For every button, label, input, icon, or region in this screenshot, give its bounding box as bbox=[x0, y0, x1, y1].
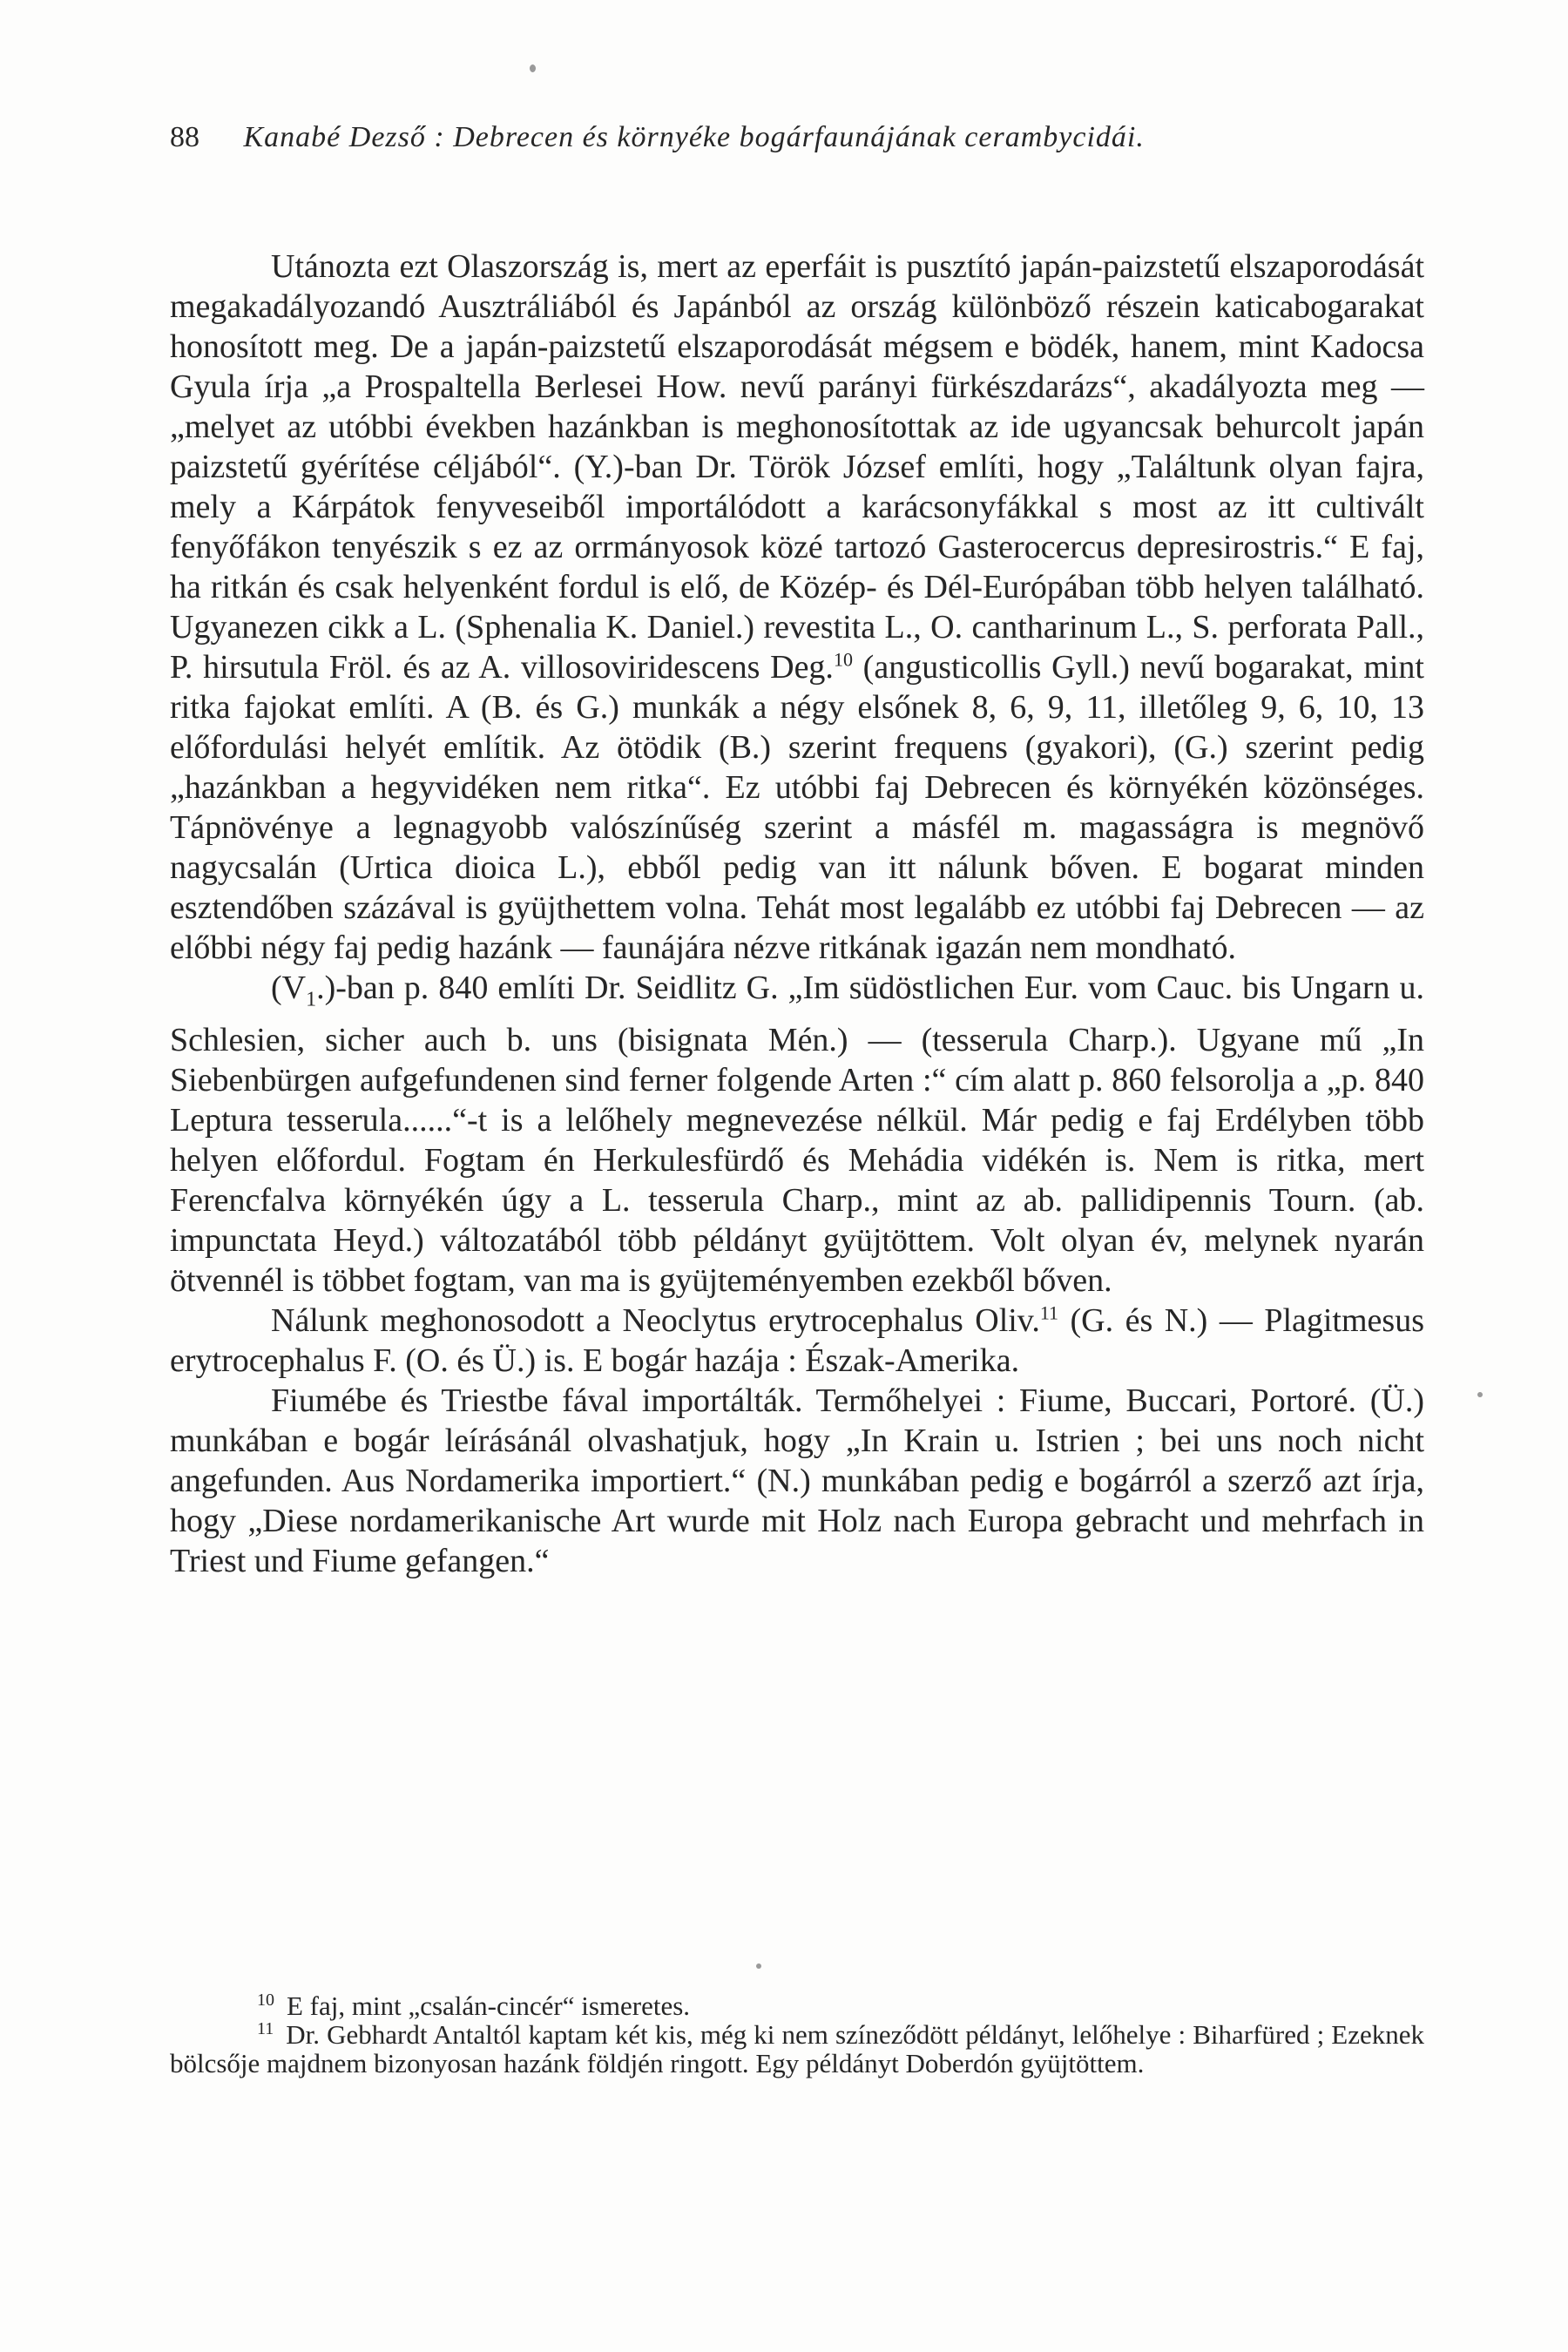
paragraph bbox=[170, 1301, 1424, 1381]
footnote-reference: 10 bbox=[833, 648, 853, 671]
paragraph: Fiumébe és Triestbe fával importálták. Termőhelyei : Fiume, Buccari, Portoré. (Ü.) munkában e bogár leírásánál olvashatjuk, hogy „In Krain u. Istrien ; bei uns noch nicht angefunden. Aus Nordamerika importiert.“ (N.) munkában pedig e bogárról a szerző azt írja, hogy „Diese nordamerikanische Art wurde mit Holz nach Europa gebracht und mehrfach in Triest und Fiume gefangen.“ bbox=[170, 1382, 1424, 1579]
footnote-text: Dr. Gebhardt Antaltól kaptam két kis, még ki nem színeződött példányt, lelőhelye : Biharfüred ; Ezeknek bölcsője majdnem bizonyosan hazánk földjén ringott. Egy példányt Doberdón gyüjtöttem. bbox=[170, 2019, 1424, 2078]
footnotes bbox=[170, 1991, 1424, 2078]
footnote-text: E faj, mint „csalán-cincér“ ismeretes. bbox=[287, 1990, 691, 2021]
footnote bbox=[170, 2020, 1424, 2078]
paragraph-text: Nálunk meghonosodott a Neoclytus erytrocephalus Oliv. bbox=[271, 1301, 1040, 1339]
article-body bbox=[170, 247, 1424, 1581]
page-number: 88 bbox=[170, 121, 199, 153]
paragraph-text: (G. és N.) — Plagitmesus erytrocephalus F. (O. és Ü.) is. E bogár hazája : Észak-Amerika. bbox=[170, 1301, 1424, 1379]
paragraph-text: Utánozta ezt Olaszország is, mert az eperfáit is pusztító japán-paizstetű elszaporodását megakadályozandó Ausztráliából és Japánból az ország különböző részein katicabogarakat honosított meg. De a japán-paizstetű elszaporodását mégsem e bödék, hanem, mint Kadocsa Gyula írja „a Prospaltella Berlesei How. nevű parányi fürkészdarázs“, akadályozta meg — „melyet az utóbbi években hazánkban is meghonosítottak az ide ugyancsak behurcolt japán paizstetű gyérítése céljából“. (Y.)-ban Dr. Török József említi, hogy „Találtunk olyan fajra, mely a Kárpátok fenyveseiből importálódott a karácsonyfákkal s most az itt cultivált fenyőfákon tenyészik s ez az orrmányosok közé tartozó Gasterocercus depresirostris.“ E faj, ha ritkán és csak helyenként fordul is elő, de Közép- és Dél-Európában több helyen található. Ugyanezen cikk a L. (Sphenalia K. Daniel.) revestita L., O. cantharinum L., S. perforata Pall., P. hirsutula Fröl. és az A. villosoviridescens Deg. bbox=[170, 248, 1424, 686]
paragraph bbox=[170, 968, 1424, 1301]
paragraph bbox=[170, 247, 1424, 968]
footnote-reference: 11 bbox=[1039, 1301, 1059, 1323]
print-speck bbox=[530, 64, 536, 72]
footnote-mark: 11 bbox=[257, 2018, 274, 2038]
paragraph-text: (V bbox=[271, 970, 307, 1006]
subscript: 1 bbox=[306, 988, 317, 1011]
footnote bbox=[170, 1991, 1424, 2020]
print-speck bbox=[1477, 1392, 1483, 1397]
paragraph-text: (angusticollis Gyll.) nevű bogarakat, mint ritka fajokat említi. A (B. és G.) munkák a négy elsőnek 8, 6, 9, 11, illetőleg 9, 6, 10, 13 előfordulási helyét említik. Az ötödik (B.) szerint frequens (gyakori), (G.) szerint pedig „hazánkban a hegyvidéken nem ritka“. Ez utóbbi faj Debrecen és környékén közönséges. Tápnövénye a legnagyobb valószínűség szerint a másfél m. magasságra is megnövő nagycsalán (Urtica dioica L.), ebből pedig van itt nálunk bőven. E bogarat minden esztendőben százával is gyüjthettem volna. Tehát most legalább ez utóbbi faj Debrecen — az előbbi négy faj pedig hazánk — faunájára nézve ritkának igazán nem mondható. bbox=[170, 649, 1424, 966]
footnote-mark: 10 bbox=[257, 1990, 274, 2010]
running-header bbox=[170, 120, 1424, 155]
print-speck bbox=[756, 1963, 761, 1969]
running-title: Kanabé Dezső : Debrecen és környéke bogárfaunájának cerambycidái. bbox=[243, 121, 1145, 153]
paragraph-text: .)-ban p. 840 említi Dr. Seidlitz G. „Im südöstlichen Eur. vom Cauc. bis Ungarn u. Schlesien, sicher auch b. uns (bisignata Mén.) — (tesserula Charp.). Ugyane mű „In Siebenbürgen aufgefundenen sind ferner folgende Arten :“ cím alatt p. 860 felsorolja a „p. 840 Leptura tesserula......“-t is a lelőhely megnevezése nélkül. Már pedig e faj Erdélyben több helyen előfordul. Fogtam én Herkulesfürdő és Mehádia vidékén is. Nem is ritka, mert Ferencfalva környékén úgy a L. tesserula Charp., mint az ab. pallidipennis Tourn. (ab. impunctata Heyd.) változatából több példányt gyüjtöttem. Volt olyan év, melynek nyarán ötvennél is többet fogtam, van ma is gyüjteményemben ezekből bőven. bbox=[170, 970, 1424, 1299]
